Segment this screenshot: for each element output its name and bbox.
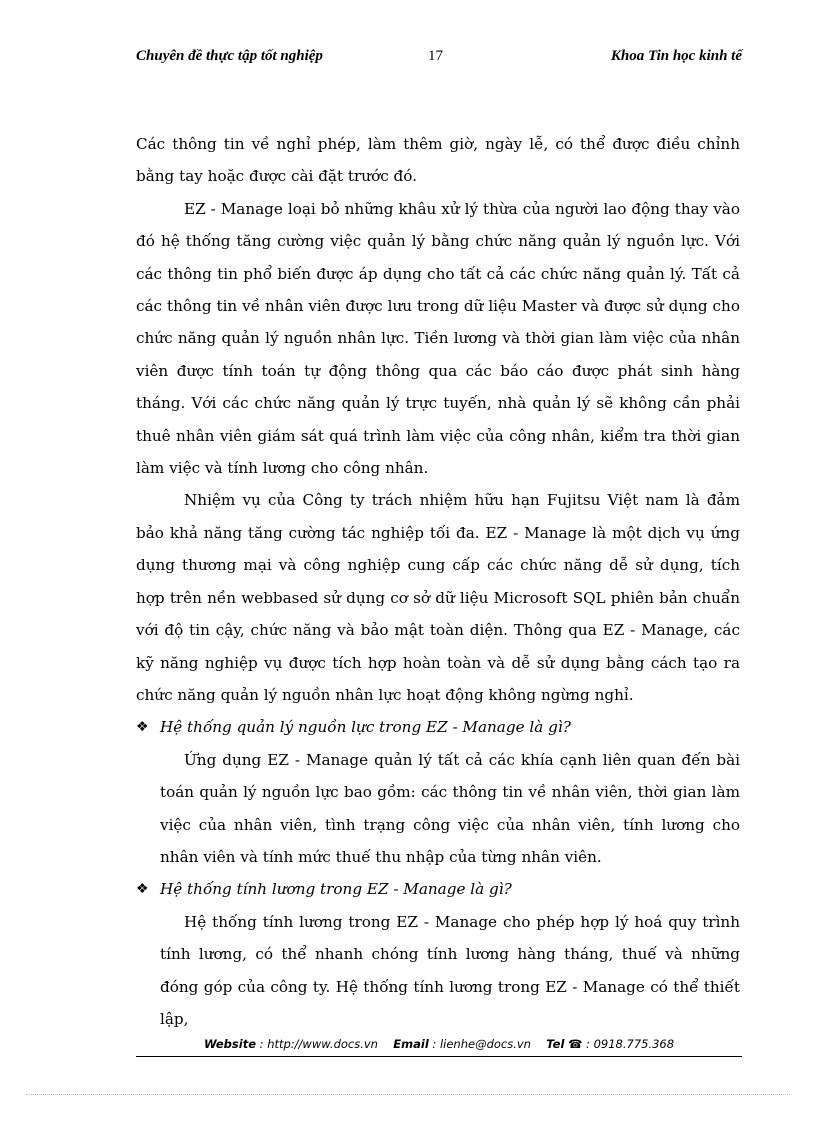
bullet-heading-2	[136, 873, 740, 905]
footer-email-label: Email	[393, 1037, 429, 1051]
footer-tel-label: Tel	[546, 1037, 565, 1051]
paragraph-5: Hệ thống tính lương trong EZ - Manage cho phép hợp lý hoá quy trình tính lương, có thể nhanh chóng tính lương hàng tháng, thuế và những đóng góp của công ty. Hệ thống tính lương trong EZ - Manage có thể thiết lập,	[160, 912, 740, 1028]
paragraph-4: Ứng dụng EZ - Manage quản lý tất cả các khía cạnh liên quan đến bài toán quản lý nguồn lực bao gồm: các thông tin về nhân viên, thời gian làm việc của nhân viên, tình trạng công việc của nhân viên, tính lương cho nhân viên và tính mức thuế thu nhập của từng nhân viên.	[160, 750, 740, 866]
footer-tel-value: : 0918.775.368	[586, 1037, 675, 1051]
paragraph-3: Nhiệm vụ của Công ty trách nhiệm hữu hạn Fujitsu Việt nam là đảm bảo khả năng tăng cường tác nghiệp tối đa. EZ - Manage là một dịch vụ ứng dụng thương mại và công nghiệp cung cấp các chức năng dễ sử dụng, tích hợp trên nền webbased sử dụng cơ sở dữ liệu Microsoft SQL phiên bản chuẩn với độ tin cậy, chức năng và bảo mật toàn diện. Thông qua EZ - Manage, các kỹ năng nghiệp vụ được tích hợp hoàn toàn và dễ sử dụng bằng cách tạo ra chức năng quản lý nguồn nhân lực hoạt động không ngừng nghỉ.	[136, 491, 740, 704]
footer-website-label: Website	[203, 1037, 257, 1051]
paragraph-1: Các thông tin về nghỉ phép, làm thêm giờ, ngày lễ, có thể được điều chỉnh bằng tay hoặc được cài đặt trước đó.	[136, 135, 740, 186]
footer-website-value: : http://www.docs.vn	[259, 1037, 378, 1051]
footer-email-value: : lienhe@docs.vn	[432, 1037, 531, 1051]
page-number: 17	[428, 48, 443, 64]
paragraph-2: EZ - Manage loại bỏ những khâu xử lý thừa của người lao động thay vào đó hệ thống tăng cường việc quản lý bằng chức năng quản lý nguồn lực. Với các thông tin phổ biến được áp dụng cho tất cả các chức năng quản lý. Tất cả các thông tin về nhân viên được lưu trong dữ liệu Master và được sử dụng cho chức năng quản lý nguồn nhân lực. Tiền lương và thời gian làm việc của nhân viên được tính toán tự động thông qua các báo cáo được phát sinh hàng tháng. Với các chức năng quản lý trực tuyến, nhà quản lý sẽ không cần phải thuê nhân viên giám sát quá trình làm việc của công nhân, kiểm tra thời gian làm việc và tính lương cho công nhân.	[136, 199, 740, 478]
diamond-bullet-icon: ❖	[136, 881, 149, 898]
page-footer	[136, 1037, 742, 1051]
bullet-heading-1-text: Hệ thống quản lý nguồn lực trong EZ - Manage là gì?	[160, 718, 571, 737]
bullet-heading-1	[136, 711, 740, 743]
phone-icon: ☎	[568, 1037, 583, 1051]
header-title: Chuyên đề thực tập tốt nghiệp	[136, 48, 323, 64]
header-department: Khoa Tin học kinh tế	[610, 48, 742, 64]
page-header	[136, 48, 742, 72]
page-bottom-dotted-line	[26, 1094, 790, 1095]
footer-rule	[136, 1056, 742, 1057]
diamond-bullet-icon: ❖	[136, 719, 149, 736]
document-body	[136, 128, 740, 1035]
bullet-heading-2-text: Hệ thống tính lương trong EZ - Manage là gì?	[160, 880, 512, 899]
